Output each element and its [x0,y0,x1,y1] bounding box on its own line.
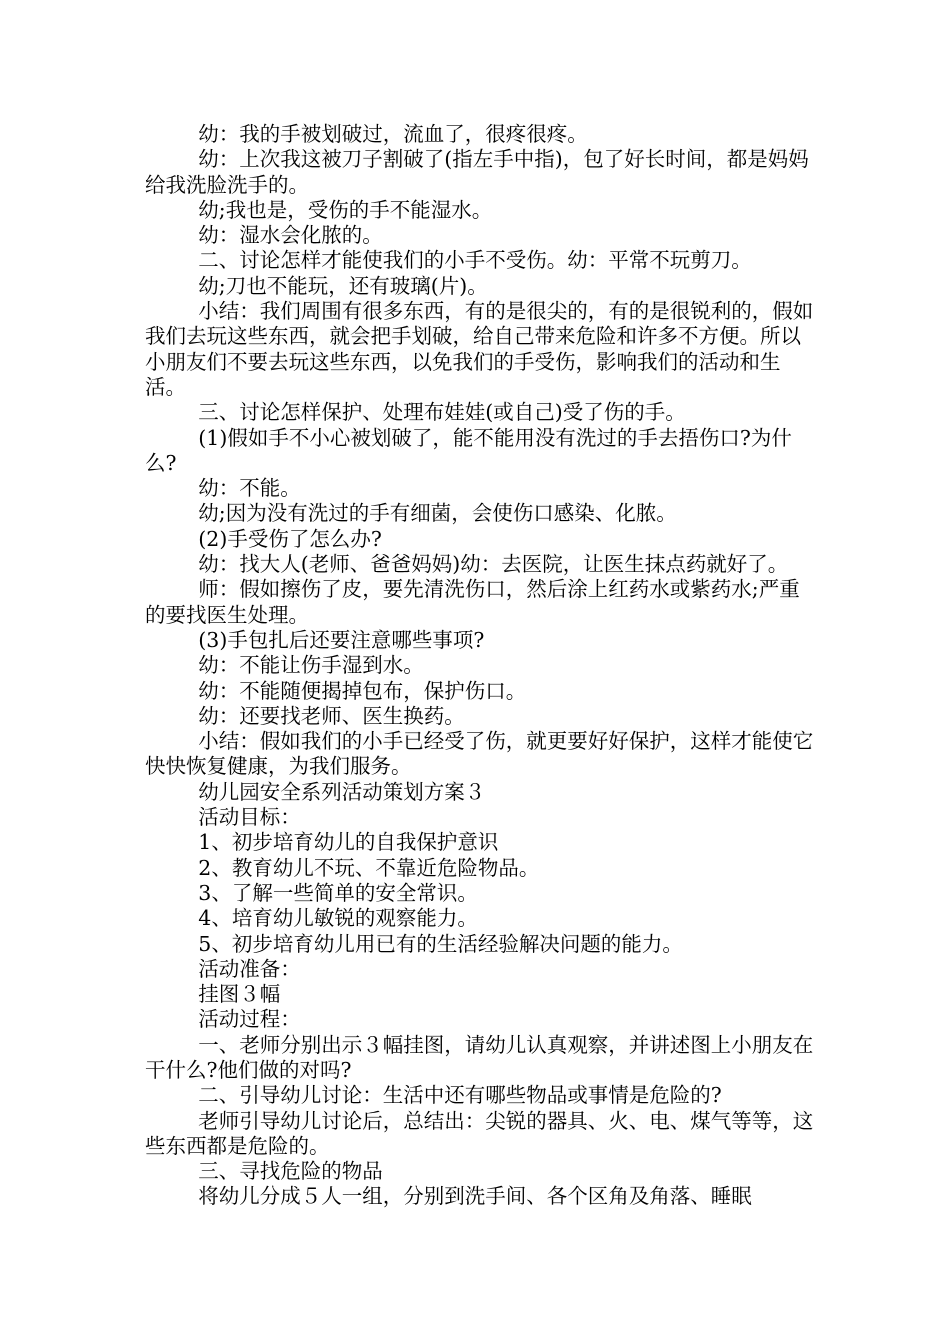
paragraph: 幼;刀也不能玩，还有玻璃(片)。 [198,273,488,298]
paragraph: 老师引导幼儿讨论后，总结出：尖锐的器具、火、电、煤气等等，这些东西都是危险的。 [145,1108,814,1158]
section-heading: 幼儿园安全系列活动策划方案３ [198,779,486,804]
paragraph: 幼：找大人(老师、爸爸妈妈)幼：去医院，让医生抹点药就好了。 [198,552,789,577]
paragraph: 幼;我也是，受伤的手不能湿水。 [198,197,493,222]
paragraph: 小结：我们周围有很多东西，有的是很尖的，有的是很锐利的，假如我们去玩这些东西，就会把手划破，给自己带来危险和许多不方便。所以小朋友们不要去玩这些东西，以免我们的手受伤，影响我们的活动和生活。 [145,299,814,399]
paragraph: 幼：上次我这被刀子割破了(指左手中指)，包了好长时间，都是妈妈给我洗脸洗手的。 [145,147,809,197]
document-body [145,122,815,1210]
list-item: 1、初步培育幼儿的自我保护意识 [198,830,499,855]
list-item: 5、初步培育幼儿用已有的生活经验解决问题的能力。 [198,931,683,956]
paragraph: 挂图３幅 [198,982,281,1007]
paragraph: 活动过程： [198,1007,301,1032]
paragraph: 幼;因为没有洗过的手有细菌，会使伤口感染、化脓。 [198,501,677,526]
paragraph: 三、讨论怎样保护、处理布娃娃(或自己)受了伤的手。 [198,400,686,425]
paragraph: 幼：不能。 [198,476,301,501]
paragraph: 一、老师分别出示３幅挂图，请幼儿认真观察，并讲述图上小朋友在干什么?他们做的对吗? [145,1032,814,1082]
paragraph: 师：假如擦伤了皮，要先清洗伤口，然后涂上红药水或紫药水;严重的要找医生处理。 [145,577,800,627]
paragraph: 二、引导幼儿讨论：生活中还有哪些物品或事情是危险的? [198,1083,722,1108]
paragraph: 活动准备： [198,956,301,981]
list-item: 3、了解一些简单的安全常识。 [198,880,478,905]
paragraph: 将幼儿分成５人一组，分别到洗手间、各个区角及角落、睡眠 [198,1184,752,1209]
paragraph: 幼：还要找老师、医生换药。 [198,703,465,728]
paragraph: (2)手受伤了怎么办? [198,526,382,551]
list-item: 4、培育幼儿敏锐的观察能力。 [198,906,478,931]
paragraph: 三、寻找危险的物品 [198,1159,383,1184]
paragraph: 幼：不能随便揭掉包布，保护伤口。 [198,678,527,703]
paragraph: 幼：我的手被划破过，流血了，很疼很疼。 [198,122,588,146]
paragraph: 幼：不能让伤手湿到水。 [198,653,424,678]
list-item: 2、教育幼儿不玩、不靠近危险物品。 [198,855,540,880]
paragraph: (1)假如手不小心被划破了，能不能用没有洗过的手去捂伤口?为什么? [145,425,792,475]
paragraph: (3)手包扎后还要注意哪些事项? [198,627,485,652]
paragraph: 小结：假如我们的小手已经受了伤，就更要好好保护，这样才能使它快快恢复健康，为我们服务。 [145,729,814,779]
paragraph: 二、讨论怎样才能使我们的小手不受伤。幼：平常不玩剪刀。 [198,248,752,273]
paragraph: 幼：湿水会化脓的。 [198,223,383,248]
paragraph: 活动目标： [198,805,301,830]
